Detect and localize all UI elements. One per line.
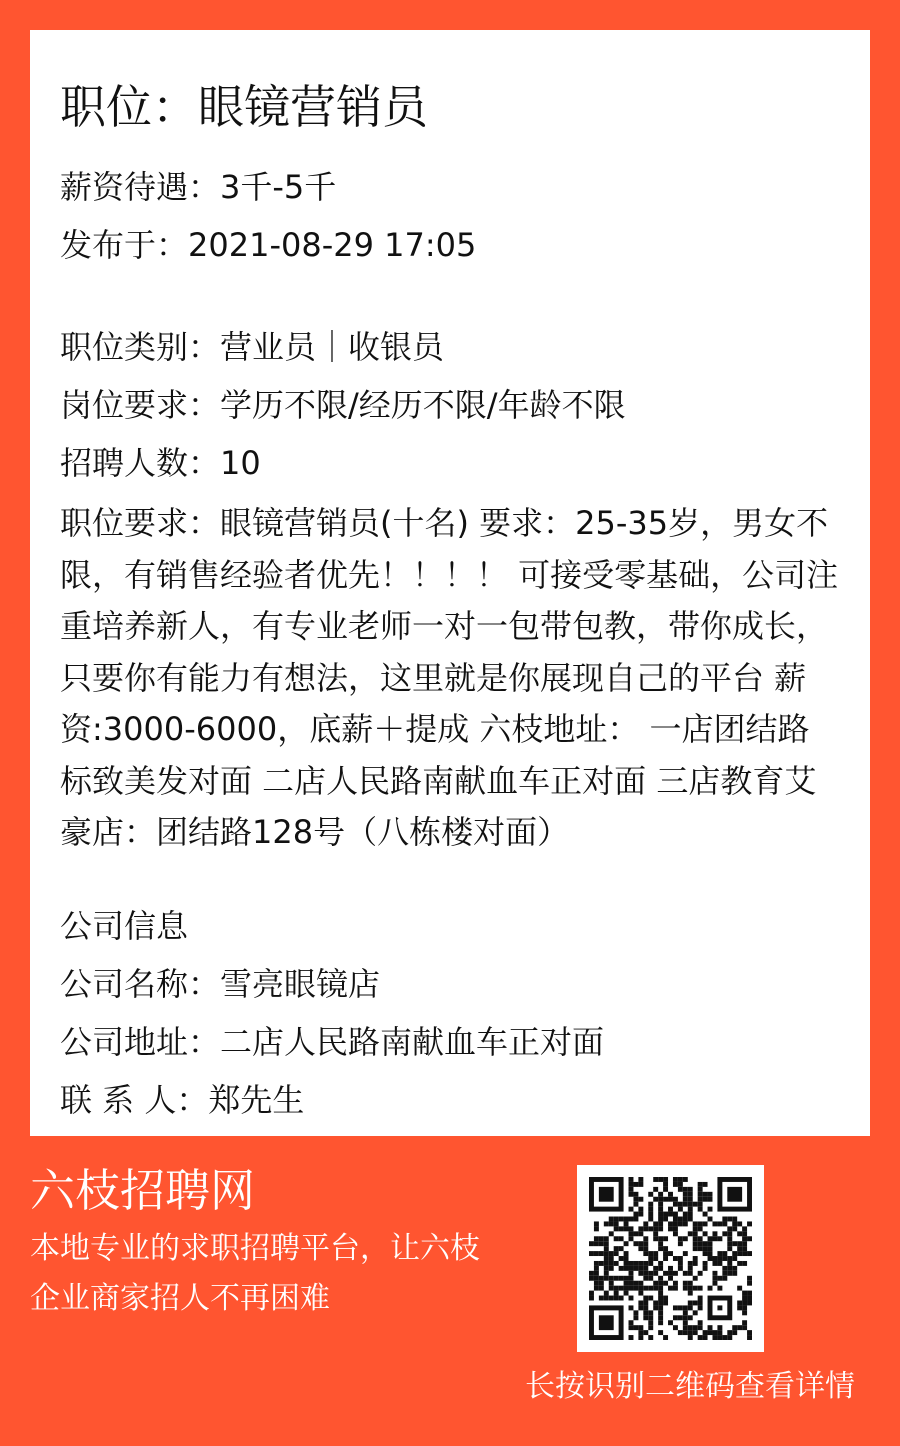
- company-contact: 联 系 人：郑先生: [60, 1080, 305, 1119]
- qr-code[interactable]: [577, 1165, 764, 1352]
- company-section-label: 公司信息: [60, 906, 189, 945]
- company-name: 公司名称：雪亮眼镜店: [60, 964, 381, 1003]
- footer-brand-block: [30, 1164, 500, 1324]
- brand-slogan: 本地专业的求职招聘平台，让六枝企业商家招人不再困难: [30, 1231, 480, 1316]
- job-description: 职位要求：眼镜营销员(十名) 要求：25-35岁，男女不限，有销售经验者优先！！！！ 可接受零基础，公司注重培养新人，有专业老师一对一包带包教，带你成长，只要你有能力有想法，这里就是你展现自己的平台 薪资:3000-6000，底薪＋提成 六枝地址： 一店团结路标致美发对面 二店人民路南献血车正对面 三店教育艾豪店：团结路128号（八栋楼对面）: [60, 504, 839, 851]
- job-title: 职位：眼镜营销员: [60, 80, 428, 134]
- salary: 薪资待遇：3千-5千: [60, 168, 337, 206]
- company-address: 公司地址：二店人民路南献血车正对面: [60, 1022, 605, 1061]
- qr-code-icon: [589, 1177, 752, 1340]
- job-card: [30, 30, 870, 1136]
- qr-scan-hint: 长按识别二维码查看详情: [525, 1369, 855, 1404]
- job-requirements: 岗位要求：学历不限/经历不限/年龄不限: [60, 386, 626, 424]
- headcount: 招聘人数：10: [60, 444, 261, 482]
- job-category: 职位类别：营业员｜收银员: [60, 328, 445, 366]
- brand-name: 六枝招聘网: [30, 1164, 256, 1217]
- published-time: 发布于：2021-08-29 17:05: [60, 226, 477, 264]
